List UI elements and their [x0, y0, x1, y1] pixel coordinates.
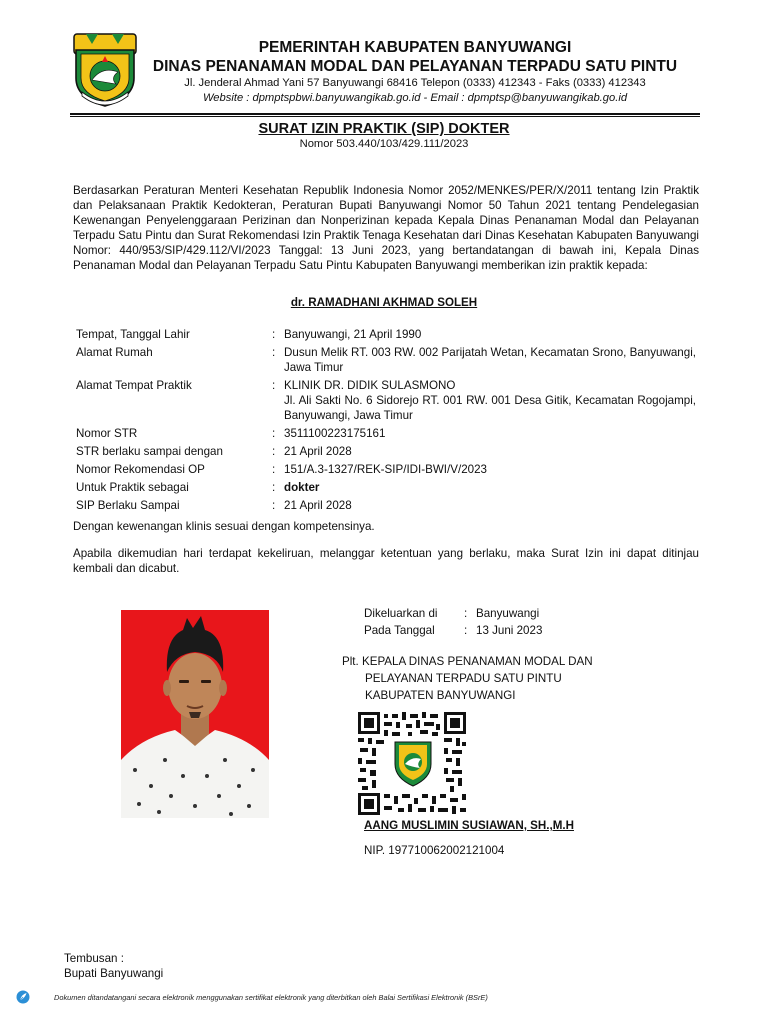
issuance-block	[364, 605, 542, 639]
letterhead-government: PEMERINTAH KABUPATEN BANYUWANGI	[258, 39, 572, 56]
detail-value: dokter	[284, 481, 320, 495]
detail-value: 151/A.3-1327/REK-SIP/IDI-BWI/V/2023	[284, 463, 487, 477]
signing-office	[342, 653, 593, 704]
issued-date-value: 13 Juni 2023	[476, 624, 543, 637]
document-number: Nomor 503.440/103/429.111/2023	[299, 138, 469, 150]
detail-row-home: Alamat Rumah : Dusun Melik RT. 003 RW. 002 Parijatah Wetan, Kecamatan Srono, Banyuwangi, Jawa Timur	[76, 346, 696, 374]
issued-date-row: Pada Tanggal : 13 Juni 2023	[364, 624, 543, 637]
copy-to-item: Bupati Banyuwangi	[64, 967, 164, 980]
issued-date-label: Pada Tanggal	[364, 624, 435, 637]
footer-text: Dokumen ditandatangani secara elektronik menggunakan sertifikat elektronik yang diterbitkan oleh Balai Sertifikasi Elektronik (BSrE)	[54, 992, 488, 1002]
copy-to-heading: Tembusan :	[64, 952, 124, 965]
letterhead-rule-thin	[70, 116, 700, 117]
signer-name: AANG MUSLIMIN SUSIAWAN, SH.,M.H	[364, 819, 574, 832]
practice-address: Jl. Ali Sakti No. 6 Sidorejo RT. 001 RW. 001 Desa Gitik, Kecamatan Rogojampi, Banyuwangi, Jawa Timur	[284, 394, 696, 422]
holder-photo	[121, 610, 269, 818]
issued-place-value: Banyuwangi	[476, 607, 540, 620]
detail-label: STR berlaku sampai dengan	[76, 445, 223, 459]
office-line-1: Plt. KEPALA DINAS PENANAMAN MODAL DAN	[342, 655, 593, 668]
detail-value: 21 April 2028	[284, 445, 352, 459]
detail-row-str: Nomor STR : 3511100223175161	[76, 427, 696, 442]
signer-nip: NIP. 197710062002121004	[364, 844, 505, 857]
letterhead-rule	[70, 113, 700, 115]
detail-row-str-valid: STR berlaku sampai dengan : 21 April 2028	[76, 445, 696, 460]
detail-value: Banyuwangi, 21 April 1990	[284, 328, 422, 341]
letterhead-address: Jl. Jenderal Ahmad Yani 57 Banyuwangi 68416 Telepon (0333) 412343 - Faks (0333) 412343	[184, 77, 646, 89]
note-revocation: Apabila dikemudian hari terdapat kekeliruan, melanggar ketentuan yang berlaku, maka Surat Izin ini dapat ditinjau kembali dan dicabut.	[73, 547, 699, 575]
detail-row-recommendation: Nomor Rekomendasi OP : 151/A.3-1327/REK-SIP/IDI-BWI/V/2023	[76, 463, 696, 478]
detail-row-practice: Alamat Tempat Praktik : KLINIK DR. DIDIK SULASMONO Jl. Ali Sakti No. 6 Sidorejo RT. 001 RW. 001 Desa Gitik, Kecamatan Rogojampi, Banyuwangi, Jawa Timur	[76, 379, 696, 422]
letterhead-agency: DINAS PENANAMAN MODAL DAN PELAYANAN TERPADU SATU PINTU	[152, 58, 678, 75]
note-competence: Dengan kewenangan klinis sesuai dengan kompetensinya.	[73, 520, 375, 533]
banyuwangi-emblem	[72, 32, 138, 108]
practice-name: KLINIK DR. DIDIK SULASMONO	[284, 379, 456, 393]
issued-place-label: Dikeluarkan di	[364, 607, 438, 620]
holder-name: dr. RAMADHANI AKHMAD SOLEH	[290, 296, 478, 309]
letterhead-web-email: Website : dpmptspbwi.banyuwangikab.go.id - Email : dpmptsp@banyuwangikab.go.id	[202, 92, 628, 104]
detail-value	[284, 379, 696, 424]
detail-label: Alamat Rumah	[76, 346, 153, 360]
bsre-feather-icon	[16, 990, 30, 1004]
footer-note	[16, 990, 756, 1004]
detail-label: Nomor Rekomendasi OP	[76, 463, 205, 477]
detail-label: Tempat, Tanggal Lahir	[76, 328, 190, 341]
intro-paragraph: Berdasarkan Peraturan Menteri Kesehatan Republik Indonesia Nomor 2052/MENKES/PER/X/2011 tentang Izin Praktik dan Pelaksanaan Praktik Kedokteran, Peraturan Bupati Banyuwangi Nomor 50 Tahun 2021 tentang Pendelegasian Kewenangan Penyelenggaraan Perizinan dan Nonperizinan kepada Kepala Dinas Penanaman Modal dan Pelayanan Terpadu Satu Pintu dan Surat Rekomendasi Izin Praktik Tenaga Kesehatan dari Dinas Kesehatan Kabupaten Banyuwangi Nomor: 440/953/SIP/429.112/VI/2023 Tanggal: 13 Juni 2023, yang bertandatangan di bawah ini, Kepala Dinas Penanaman Modal dan Pelayanan Terpadu Satu Pintu Kabupaten Banyuwangi memberikan izin praktik kepada:	[73, 184, 699, 272]
document-title: SURAT IZIN PRAKTIK (SIP) DOKTER	[258, 121, 510, 137]
details-table	[76, 328, 696, 517]
detail-row-birth: Tempat, Tanggal Lahir : Banyuwangi, 21 April 1990	[76, 328, 696, 343]
detail-label: Alamat Tempat Praktik	[76, 379, 192, 393]
office-line-2: PELAYANAN TERPADU SATU PINTU	[365, 672, 562, 685]
detail-row-sip-valid: SIP Berlaku Sampai : 21 April 2028	[76, 499, 696, 514]
detail-label: Untuk Praktik sebagai	[76, 481, 189, 495]
detail-label: Nomor STR	[76, 427, 138, 440]
office-line-3: KABUPATEN BANYUWANGI	[365, 689, 516, 702]
detail-value: 3511100223175161	[284, 427, 386, 440]
detail-value: 21 April 2028	[284, 499, 352, 513]
detail-row-practice-as: Untuk Praktik sebagai : dokter	[76, 481, 696, 496]
qr-code	[358, 712, 466, 815]
issued-place-row: Dikeluarkan di : Banyuwangi	[364, 607, 540, 620]
detail-label: SIP Berlaku Sampai	[76, 499, 180, 513]
detail-value: Dusun Melik RT. 003 RW. 002 Parijatah Wetan, Kecamatan Srono, Banyuwangi, Jawa Timur	[284, 346, 696, 374]
